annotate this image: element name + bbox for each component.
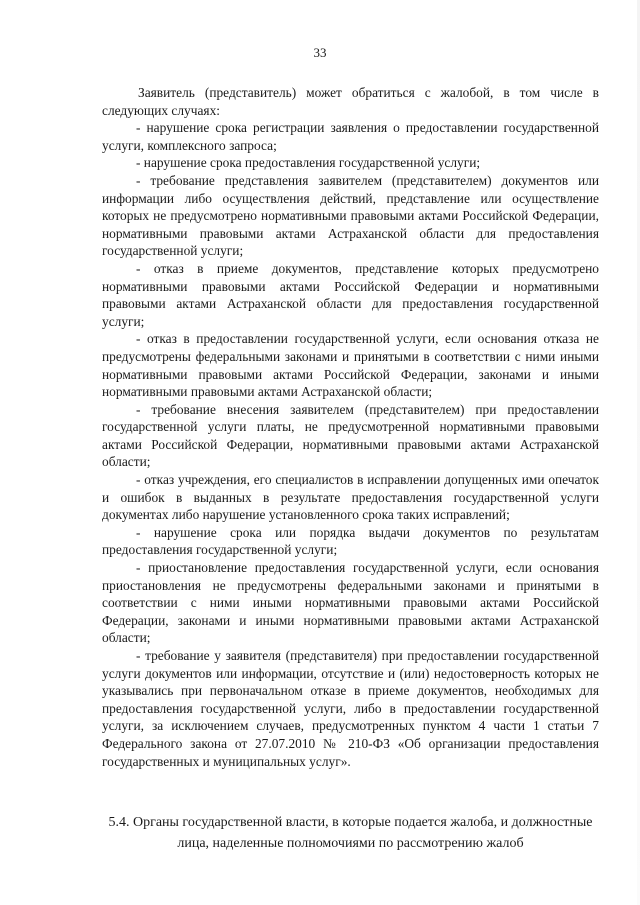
document-body xyxy=(102,84,599,770)
list-item: - нарушение срока регистрации заявления о предоставлении государственной услуги, комплексного запроса; xyxy=(102,120,599,153)
list-item: - приостановление предоставления государственной услуги, если основания приостановления не предусмотрены федеральными законами и принятыми в соответствии с ними иными нормативными правовыми актами Российской Федерации, законами и иными нормативными правовыми актами Астраханской области; xyxy=(102,560,599,646)
page-number: 33 xyxy=(313,45,327,60)
list-item: - нарушение срока или порядка выдачи документов по результатам предоставления государственной услуги; xyxy=(102,524,599,558)
list-item: - нарушение срока предоставления государственной услуги; xyxy=(136,155,481,171)
list-item: - отказ в приеме документов, представление которых предусмотрено нормативными правовыми актами Российской Федерации и нормативными правовыми актами Астраханской области для предоставления государственной услуги; xyxy=(102,260,599,329)
list-item: - требование представления заявителем (представителем) документов или информации либо осуществления действий, представление или осуществление которых не предусмотрено нормативными правовыми актами Российской Федерации, нормативными правовыми актами Астраханской области для предоставления государственной услуги; xyxy=(102,172,599,259)
list-item: - требование у заявителя (представителя) при предоставлении государственной услуги документов или информации, отсутствие и (или) недостоверность которых не указывались при первоначальном отказе в приеме документов, необходимых для предоставления государственной услуги, либо в предоставлении государственной услуги, за исключением случаев, предусмотренных пунктом 4 части 1 статьи 7 Федерального закона от 27.07.2010 № 210-ФЗ «Об организации предоставления государственных и муниципальных услуг». xyxy=(102,648,599,769)
intro-paragraph: Заявитель (представитель) может обратиться с жалобой, в том числе в следующих случаях: xyxy=(102,85,599,118)
list-item: - требование внесения заявителем (представителем) при предоставлении государственной услуги платы, не предусмотренной нормативными правовыми актами Российской Федерации, нормативными правовыми актами Астраханской области; xyxy=(102,401,599,470)
section-heading: 5.4. Органы государственной власти, в которые подается жалоба, и должностные лица, наделенные полномочиями по рассмотрению жалоб xyxy=(108,815,593,851)
list-item: - отказ учреждения, его специалистов в исправлении допущенных ими опечаток и ошибок в выданных в результате предоставления государственной услуги документах либо нарушение установленного срока таких исправлений; xyxy=(102,472,599,523)
list-item: - отказ в предоставлении государственной услуги, если основания отказа не предусмотрены федеральными законами и принятыми в соответствии с ними иными нормативными правовыми актами Российской Федерации, законами и иными нормативными правовыми актами Астраханской области; xyxy=(102,331,599,400)
